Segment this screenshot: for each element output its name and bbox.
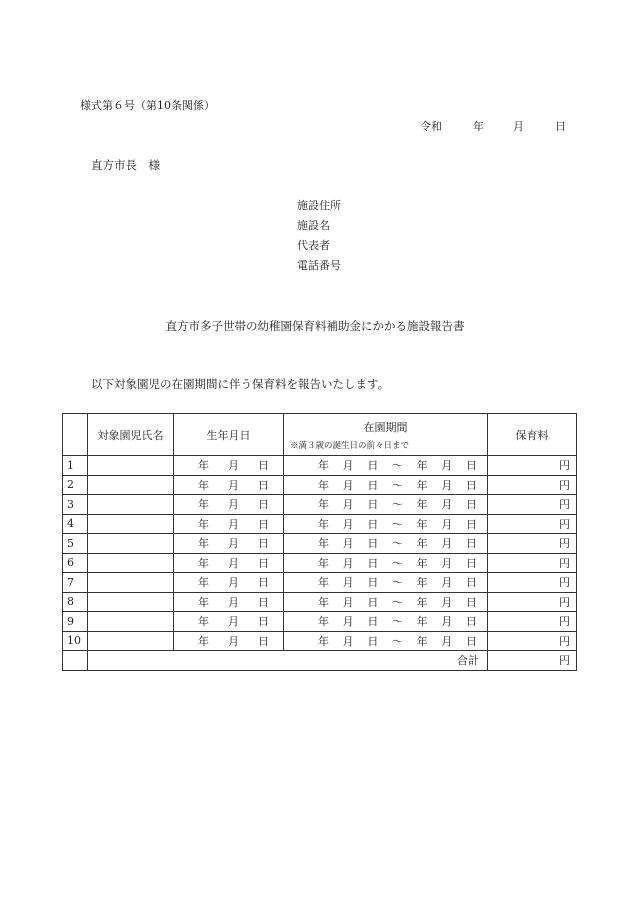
birth-year-unit: 年 xyxy=(198,595,209,609)
end-year-unit: 年 xyxy=(416,537,428,551)
start-month-unit: 月 xyxy=(342,517,354,531)
start-year-unit: 年 xyxy=(318,498,329,512)
start-year-unit: 年 xyxy=(318,517,329,531)
row-number: 3 xyxy=(63,495,88,515)
child-name-cell[interactable] xyxy=(88,534,174,554)
table-row xyxy=(63,631,577,651)
enrollment-period-cell[interactable] xyxy=(284,592,488,612)
start-month-unit: 月 xyxy=(342,556,354,570)
row-number: 6 xyxy=(63,553,88,573)
start-year-unit: 年 xyxy=(318,576,329,590)
date-day: 日 xyxy=(555,120,566,133)
intro-text: 以下対象園児の在園期間に伴う保育料を報告いたします。 xyxy=(91,377,390,391)
birth-day-unit: 日 xyxy=(258,478,269,492)
start-year-unit: 年 xyxy=(318,634,329,648)
fee-cell[interactable]: 円 xyxy=(488,612,577,632)
total-number-cell xyxy=(63,651,88,671)
birth-year-unit: 年 xyxy=(198,576,209,590)
period-tilde: ～ xyxy=(391,595,403,609)
table-row xyxy=(63,534,577,554)
start-month-unit: 月 xyxy=(342,576,354,590)
fee-cell[interactable]: 円 xyxy=(488,495,577,515)
birth-month-unit: 月 xyxy=(228,459,239,473)
row-number: 2 xyxy=(63,475,88,495)
end-year-unit: 年 xyxy=(416,595,428,609)
birthdate-cell[interactable] xyxy=(174,456,284,476)
start-day-unit: 日 xyxy=(367,498,379,512)
period-tilde: ～ xyxy=(391,498,403,512)
start-year-unit: 年 xyxy=(318,556,329,570)
table-row xyxy=(63,592,577,612)
fee-cell[interactable]: 円 xyxy=(488,534,577,554)
period-tilde: ～ xyxy=(391,576,403,590)
total-row xyxy=(63,651,577,671)
enrollment-period-cell[interactable] xyxy=(284,534,488,554)
enrollment-period-cell[interactable] xyxy=(284,495,488,515)
start-day-unit: 日 xyxy=(367,634,379,648)
child-name-cell[interactable] xyxy=(88,495,174,515)
birthdate-cell[interactable] xyxy=(174,631,284,651)
end-day-unit: 日 xyxy=(465,459,477,473)
facility-name-label: 施設名 xyxy=(297,219,330,232)
fee-cell[interactable]: 円 xyxy=(488,573,577,593)
start-month-unit: 月 xyxy=(342,537,354,551)
birth-day-unit: 日 xyxy=(258,576,269,590)
child-name-cell[interactable] xyxy=(88,553,174,573)
birth-month-unit: 月 xyxy=(228,478,239,492)
end-month-unit: 月 xyxy=(441,517,453,531)
birth-day-unit: 日 xyxy=(258,615,269,629)
period-tilde: ～ xyxy=(391,478,403,492)
birth-year-unit: 年 xyxy=(198,556,209,570)
facility-address-label: 施設住所 xyxy=(297,199,341,212)
end-year-unit: 年 xyxy=(416,498,428,512)
birth-day-unit: 日 xyxy=(258,556,269,570)
date-line xyxy=(420,118,566,134)
end-year-unit: 年 xyxy=(416,634,428,648)
form-number: 様式第６号（第10条関係） xyxy=(80,99,215,112)
end-day-unit: 日 xyxy=(465,498,477,512)
birthdate-cell[interactable] xyxy=(174,534,284,554)
birthdate-cell[interactable] xyxy=(174,514,284,534)
start-day-unit: 日 xyxy=(367,478,379,492)
birth-year-unit: 年 xyxy=(198,478,209,492)
document-title: 直方市多子世帯の幼稚園保育料補助金にかかる施設報告書 xyxy=(165,319,465,333)
start-year-unit: 年 xyxy=(318,615,329,629)
start-day-unit: 日 xyxy=(367,459,379,473)
header-fee: 保育料 xyxy=(488,414,577,456)
enrollment-period-cell[interactable] xyxy=(284,573,488,593)
start-year-unit: 年 xyxy=(318,537,329,551)
report-table xyxy=(62,413,577,671)
birth-month-unit: 月 xyxy=(228,615,239,629)
end-month-unit: 月 xyxy=(441,537,453,551)
start-day-unit: 日 xyxy=(367,576,379,590)
fee-cell[interactable]: 円 xyxy=(488,456,577,476)
birth-year-unit: 年 xyxy=(198,634,209,648)
fee-cell[interactable]: 円 xyxy=(488,553,577,573)
table-row xyxy=(63,573,577,593)
birth-month-unit: 月 xyxy=(228,634,239,648)
start-day-unit: 日 xyxy=(367,556,379,570)
start-day-unit: 日 xyxy=(367,595,379,609)
birth-month-unit: 月 xyxy=(228,517,239,531)
row-number: 9 xyxy=(63,612,88,632)
birth-year-unit: 年 xyxy=(198,615,209,629)
table-row xyxy=(63,495,577,515)
period-tilde: ～ xyxy=(391,517,403,531)
start-year-unit: 年 xyxy=(318,595,329,609)
end-month-unit: 月 xyxy=(441,576,453,590)
row-number: 7 xyxy=(63,573,88,593)
child-name-cell[interactable] xyxy=(88,631,174,651)
birth-year-unit: 年 xyxy=(198,517,209,531)
end-month-unit: 月 xyxy=(441,478,453,492)
enrollment-period-cell[interactable] xyxy=(284,456,488,476)
table-row xyxy=(63,514,577,534)
row-number: 1 xyxy=(63,456,88,476)
table-row xyxy=(63,553,577,573)
end-year-unit: 年 xyxy=(416,517,428,531)
row-number: 10 xyxy=(63,631,88,651)
start-year-unit: 年 xyxy=(318,478,329,492)
end-day-unit: 日 xyxy=(465,537,477,551)
end-month-unit: 月 xyxy=(441,615,453,629)
period-tilde: ～ xyxy=(391,615,403,629)
birth-day-unit: 日 xyxy=(258,517,269,531)
date-month: 月 xyxy=(513,120,524,133)
table-row xyxy=(63,456,577,476)
child-name-cell[interactable] xyxy=(88,573,174,593)
enrollment-period-cell[interactable] xyxy=(284,631,488,651)
period-tilde: ～ xyxy=(391,556,403,570)
birth-day-unit: 日 xyxy=(258,537,269,551)
enrollment-period-cell[interactable] xyxy=(284,514,488,534)
birth-day-unit: 日 xyxy=(258,595,269,609)
enrollment-period-cell[interactable] xyxy=(284,475,488,495)
end-day-unit: 日 xyxy=(465,615,477,629)
child-name-cell[interactable] xyxy=(88,514,174,534)
start-month-unit: 月 xyxy=(342,595,354,609)
start-month-unit: 月 xyxy=(342,459,354,473)
end-year-unit: 年 xyxy=(416,478,428,492)
birth-month-unit: 月 xyxy=(228,595,239,609)
addressee: 直方市長 様 xyxy=(91,158,160,172)
end-day-unit: 日 xyxy=(465,634,477,648)
start-day-unit: 日 xyxy=(367,537,379,551)
end-year-unit: 年 xyxy=(416,576,428,590)
birth-year-unit: 年 xyxy=(198,537,209,551)
end-month-unit: 月 xyxy=(441,595,453,609)
representative-label: 代表者 xyxy=(297,239,330,252)
header-child-name: 対象園児氏名 xyxy=(88,414,174,456)
birth-year-unit: 年 xyxy=(198,498,209,512)
start-day-unit: 日 xyxy=(367,517,379,531)
period-tilde: ～ xyxy=(391,537,403,551)
birthdate-cell[interactable] xyxy=(174,592,284,612)
period-tilde: ～ xyxy=(391,634,403,648)
end-year-unit: 年 xyxy=(416,615,428,629)
end-year-unit: 年 xyxy=(416,459,428,473)
end-month-unit: 月 xyxy=(441,634,453,648)
table-row xyxy=(63,475,577,495)
end-month-unit: 月 xyxy=(441,556,453,570)
fee-cell[interactable]: 円 xyxy=(488,631,577,651)
birth-year-unit: 年 xyxy=(198,459,209,473)
start-day-unit: 日 xyxy=(367,615,379,629)
fee-cell[interactable]: 円 xyxy=(488,592,577,612)
row-number: 8 xyxy=(63,592,88,612)
phone-number-label: 電話番号 xyxy=(297,259,341,272)
end-day-unit: 日 xyxy=(465,595,477,609)
date-era: 令和 xyxy=(420,120,442,133)
total-fee-cell[interactable]: 円 xyxy=(488,651,577,671)
start-month-unit: 月 xyxy=(342,634,354,648)
row-number: 5 xyxy=(63,534,88,554)
birth-month-unit: 月 xyxy=(228,556,239,570)
header-number xyxy=(63,414,88,456)
birthdate-cell[interactable] xyxy=(174,553,284,573)
fee-cell[interactable]: 円 xyxy=(488,475,577,495)
row-number: 4 xyxy=(63,514,88,534)
end-day-unit: 日 xyxy=(465,478,477,492)
birth-day-unit: 日 xyxy=(258,459,269,473)
birthdate-cell[interactable] xyxy=(174,573,284,593)
enrollment-period-cell[interactable] xyxy=(284,612,488,632)
header-period-note: ※満３歳の誕生日の前々日まで xyxy=(290,440,410,451)
fee-cell[interactable]: 円 xyxy=(488,514,577,534)
birthdate-cell[interactable] xyxy=(174,612,284,632)
end-day-unit: 日 xyxy=(465,517,477,531)
table-header-row xyxy=(63,414,577,456)
birthdate-cell[interactable] xyxy=(174,475,284,495)
birth-day-unit: 日 xyxy=(258,634,269,648)
enrollment-period-cell[interactable] xyxy=(284,553,488,573)
date-year: 年 xyxy=(473,120,484,133)
child-name-cell[interactable] xyxy=(88,592,174,612)
end-year-unit: 年 xyxy=(416,556,428,570)
child-name-cell[interactable] xyxy=(88,456,174,476)
end-month-unit: 月 xyxy=(441,498,453,512)
period-tilde: ～ xyxy=(391,459,403,473)
start-month-unit: 月 xyxy=(342,498,354,512)
header-birthdate: 生年月日 xyxy=(174,414,284,456)
child-name-cell[interactable] xyxy=(88,612,174,632)
table-row xyxy=(63,612,577,632)
birthdate-cell[interactable] xyxy=(174,495,284,515)
total-label: 合計 xyxy=(88,651,488,671)
birth-day-unit: 日 xyxy=(258,498,269,512)
birth-month-unit: 月 xyxy=(228,537,239,551)
start-month-unit: 月 xyxy=(342,615,354,629)
child-name-cell[interactable] xyxy=(88,475,174,495)
end-day-unit: 日 xyxy=(465,576,477,590)
start-month-unit: 月 xyxy=(342,478,354,492)
end-month-unit: 月 xyxy=(441,459,453,473)
start-year-unit: 年 xyxy=(318,459,329,473)
birth-month-unit: 月 xyxy=(228,576,239,590)
end-day-unit: 日 xyxy=(465,556,477,570)
birth-month-unit: 月 xyxy=(228,498,239,512)
header-period-label: 在園期間 xyxy=(363,420,408,434)
header-enrollment-period xyxy=(284,414,488,456)
